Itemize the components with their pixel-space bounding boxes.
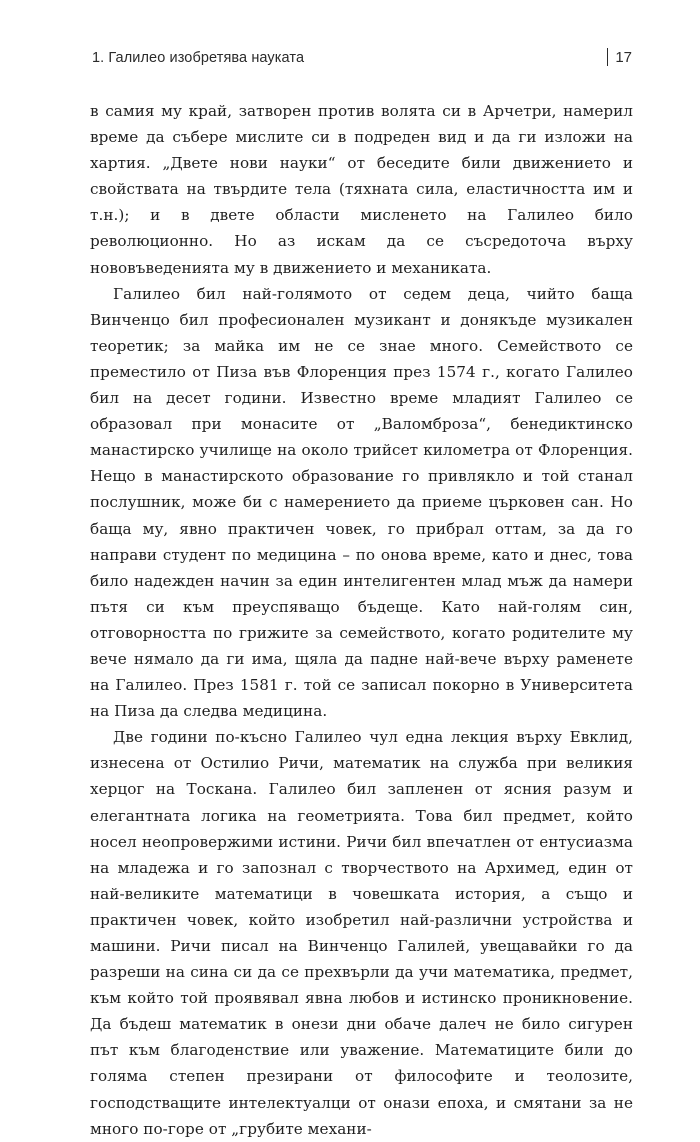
- page-number: 17: [615, 48, 632, 66]
- paragraph-1: в самия му край, затворен против волята си в Арчетри, намерил време да събере мислите си в подреден вид и да ги изложи на хартия. „Двете нови науки“ от беседите били движението и свойствата на твърдите тела (тяхната сила, еластичността им и т.н.); и в двете области мисленето на Галилео било революционно. Но аз искам да се съсредоточа върху нововъведенията му в движението и механиката.: [90, 102, 633, 277]
- header-vertical-rule: [607, 48, 608, 66]
- paragraph-3: Две години по-късно Галилео чул една лекция върху Евклид, изнесена от Остилио Ричи, математик на служба при великия херцог на Тоскана. Галилео бил запленен от ясния разум и елегантната логика на геометрията. Това бил предмет, който носел неопровержими истини. Ричи бил впечатлен от ентусиазма на младежа и го запознал с творчеството на Архимед, един от най-великите математици в човешката история, а също и практичен човек, който изобретил най-различни устройства и машини. Ричи писал на Винченцо Галилей, увещавайки го да разреши на сина си да се прехвърли да учи математика, предмет, към който той проявявал явна любов и истинско проникновение. Да бъдеш математик в онези дни обаче далеч не било сигурен път към благоденствие или уважение. Математиците били до голяма степен презирани от философите и теолозите, господстващите интелектуалци от онази епоха, и смятани за не много по-горе от „грубите механи-: [90, 728, 633, 1138]
- page-number-group: [607, 48, 632, 66]
- paragraph-2: Галилео бил най-голямото от седем деца, чийто баща Винченцо бил професионален музикант и донякъде музикален теоретик; за майка им не се знае много. Семейството се преместило от Пиза във Флоренция през 1574 г., когато Галилео бил на десет години. Известно време младият Галилео се образовал при монасите от „Валомброза“, бенедиктинско манастирско училище на около трийсет километра от Флоренция. Нещо в манастирското образование го привлякло и той станал послушник, може би с намерението да приеме църковен сан. Но баща му, явно практичен човек, го прибрал оттам, за да го направи студент по медицина – по онова време, като и днес, това било надежден начин за един интелигентен млад мъж да намери пътя си към преуспяващо бъдеще. Като най-голям син, отговорността по грижите за семейството, когато родителите му вече нямало да ги има, щяла да падне най-вече върху раменете на Галилео. През 1581 г. той се записал покорно в Университета на Пиза да следва медицина.: [90, 284, 633, 721]
- running-header: [92, 48, 632, 72]
- chapter-title: 1. Галилео изобретява науката: [92, 50, 305, 66]
- body-text: [90, 98, 633, 1142]
